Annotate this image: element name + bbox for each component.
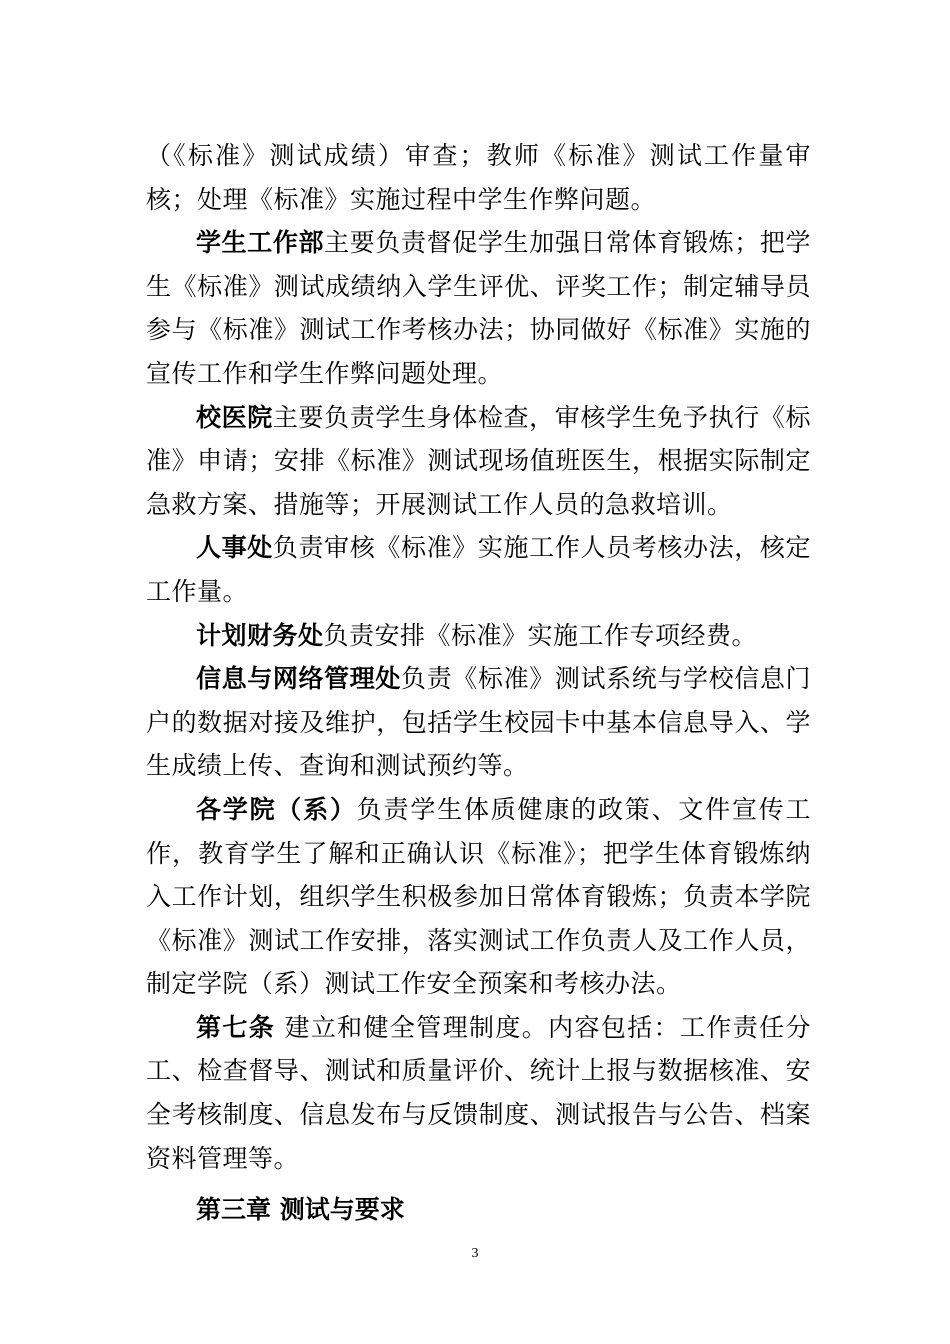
- paragraph-lead: 人事处: [196, 533, 273, 563]
- paragraph-student-affairs: [146, 221, 811, 395]
- page-body: [146, 134, 811, 1232]
- chapter-heading: 第三章 测试与要求: [196, 1195, 405, 1225]
- paragraph-text: 负责学生体质健康的政策、文件宣传工作，教育学生了解和正确认识《标准》；把学生体育锻炼纳入工作计划，组织学生积极参加日常体育锻炼；负责本学院《标准》测试工作安排，落实测试工作负责人及工作人员，制定学院（系）测试工作安全预案和考核办法。: [146, 794, 811, 999]
- paragraph-text: 负责《标准》测试系统与学校信息门户的数据对接及维护，包括学生校园卡中基本信息导入、学生成绩上传、查询和测试预约等。: [146, 664, 811, 781]
- paragraph-colleges: [146, 788, 811, 1006]
- paragraph-lead: 各学院（系）: [196, 794, 357, 824]
- paragraph-lead: 学生工作部: [196, 228, 325, 258]
- paragraph-text: 建立和健全管理制度。内容包括：工作责任分工、检查督导、测试和质量评价、统计上报与数据核准、安全考核制度、信息发布与反馈制度、测试报告与公告、档案资料管理等。: [146, 1012, 811, 1173]
- paragraph-text: 主要负责学生身体检查，审核学生免予执行《标准》申请；安排《标准》测试现场值班医生，根据实际制定急救方案、措施等；开展测试工作人员的急救培训。: [146, 402, 811, 519]
- paragraph-lead: 第七条: [196, 1012, 276, 1042]
- paragraph-lead: 校医院: [196, 402, 273, 432]
- page-number: 3: [471, 1246, 479, 1261]
- paragraph-article-seven: [146, 1006, 811, 1180]
- paragraph-finance: [146, 614, 811, 658]
- paragraph-hospital: [146, 396, 811, 527]
- paragraph-text: 负责审核《标准》实施工作人员考核办法，核定工作量。: [146, 533, 811, 606]
- paragraph-text: 主要负责督促学生加强日常体育锻炼；把学生《标准》测试成绩纳入学生评优、评奖工作；制定辅导员参与《标准》测试工作考核办法；协同做好《标准》实施的宣传工作和学生作弊问题处理。: [146, 228, 811, 388]
- paragraph-continuation: [146, 134, 811, 221]
- paragraph-lead: 计划财务处: [196, 620, 324, 650]
- paragraph-network: [146, 657, 811, 788]
- paragraph-text: （《标准》测试成绩）审查；教师《标准》测试工作量审核；处理《标准》实施过程中学生作弊问题。: [146, 141, 811, 214]
- paragraph-text: 负责安排《标准》实施工作专项经费。: [323, 620, 758, 650]
- paragraph-personnel: [146, 526, 811, 613]
- paragraph-lead: 信息与网络管理处: [196, 664, 402, 694]
